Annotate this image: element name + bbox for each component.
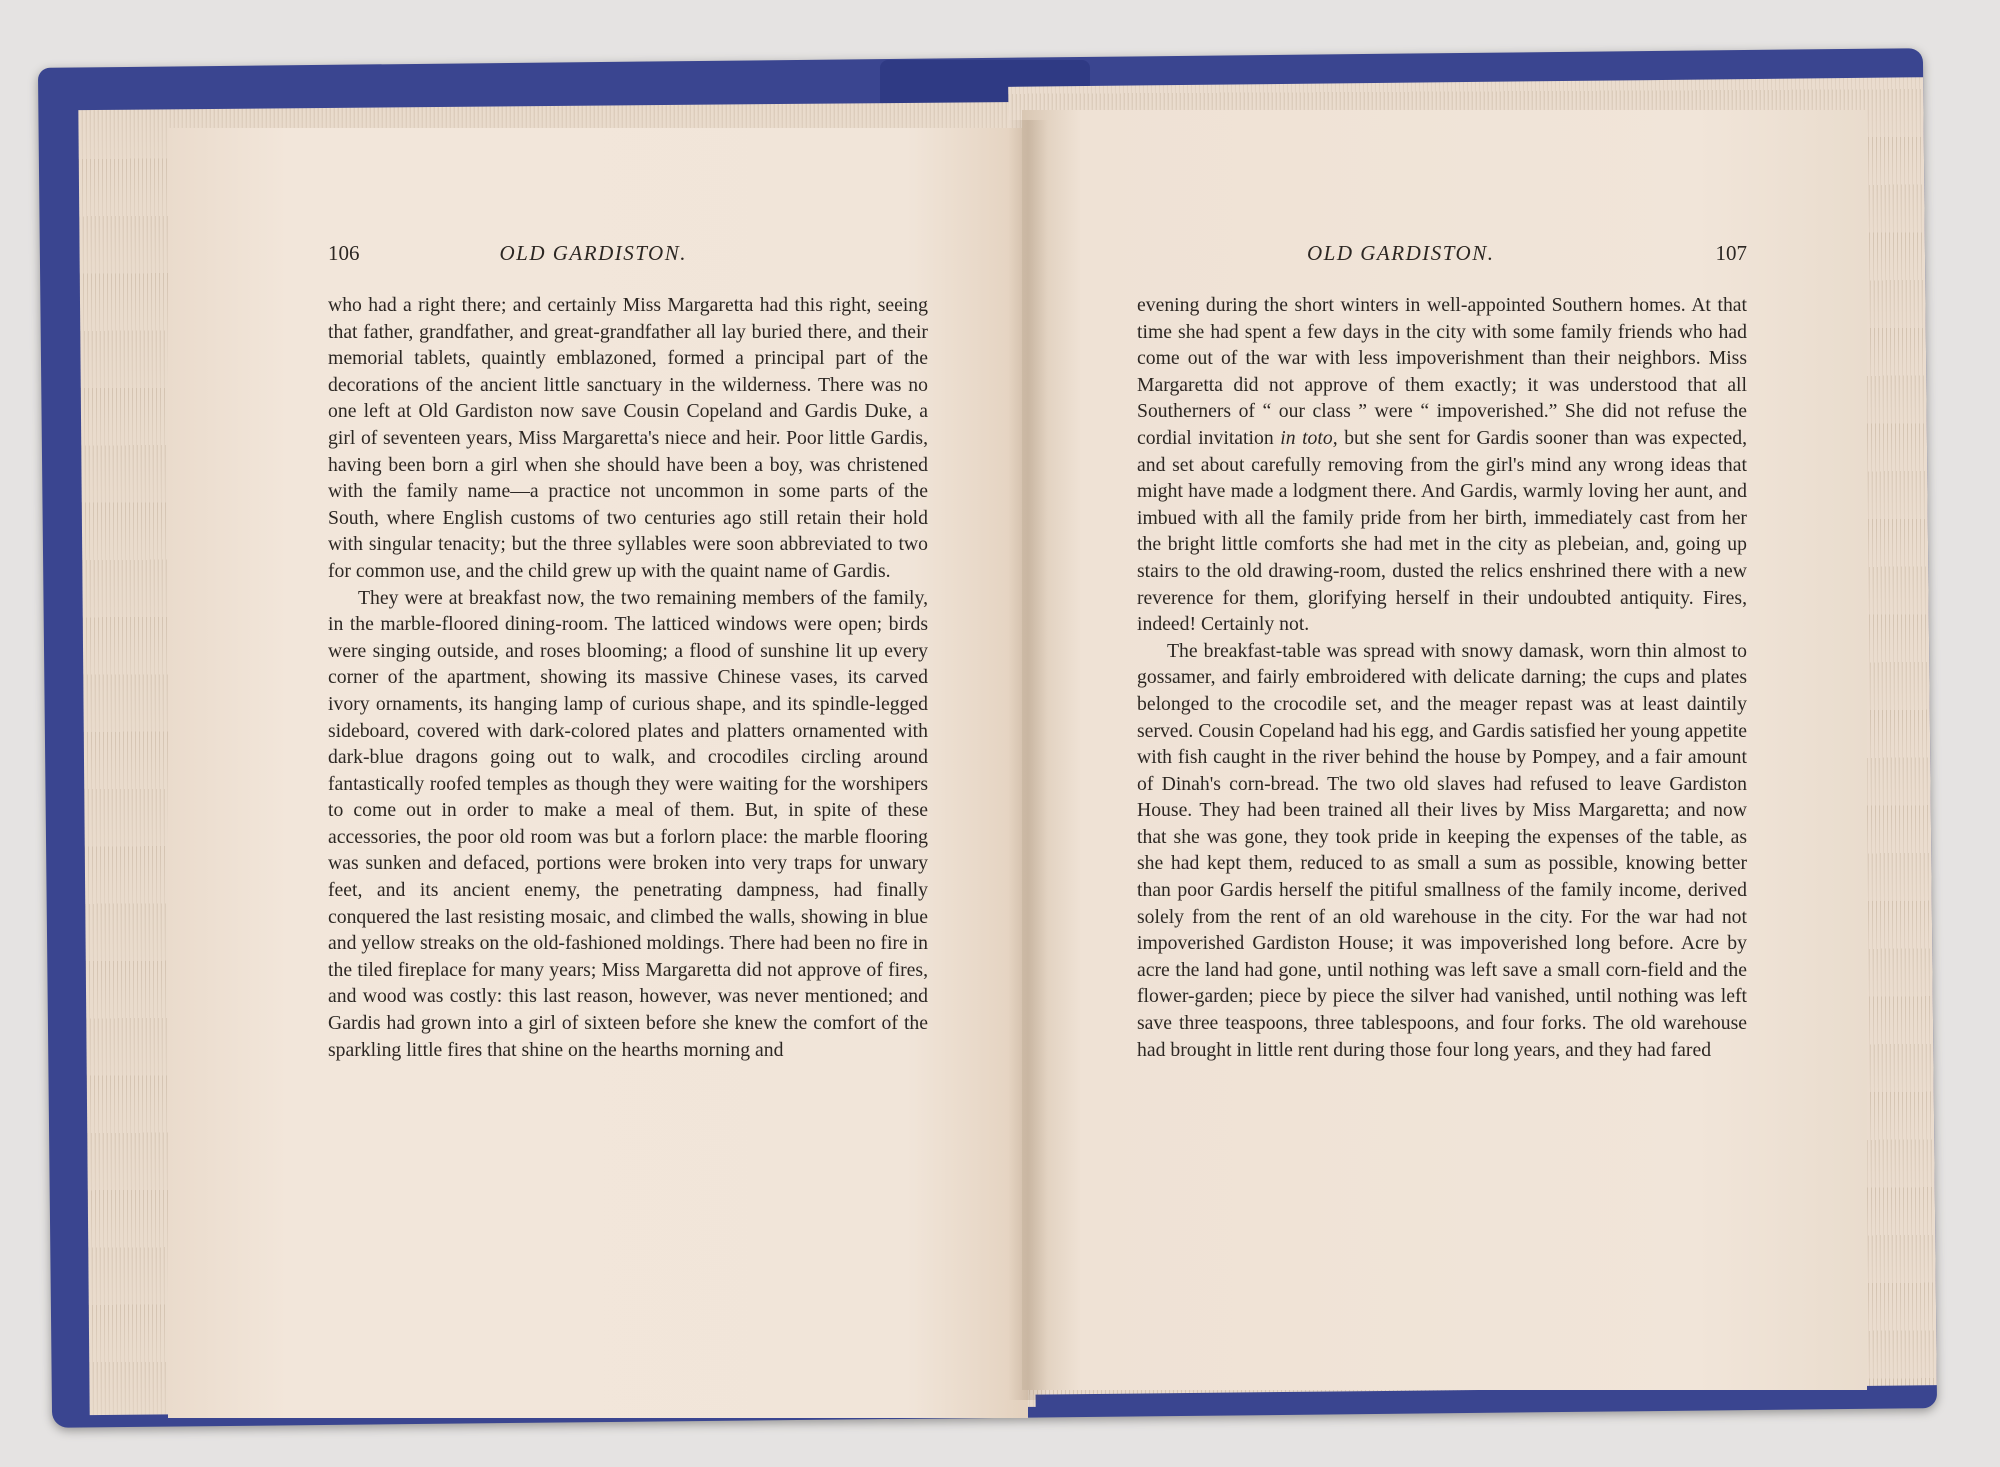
running-title: OLD GARDISTON.	[499, 241, 687, 265]
book-gutter	[1008, 120, 1048, 1400]
left-page-header	[328, 240, 928, 292]
paragraph: The breakfast-table was spread with snowy damask, worn thin almost to gossamer, and fairly embroidered with delicate darning; the cups and plates belonged to the crocodile set, and the meager repast was at least daintily served. Cousin Copeland had his egg, and Gardis satisfied her young appetite with fish caught in the river behind the house by Pompey, and a fair amount of Dinah's corn-bread. The two old slaves had refused to leave Gardiston House. They had been trained all their lives by Miss Margaretta; and now that she was gone, they took pride in keeping the expenses of the table, as she had kept them, reduced to as small a sum as possible, knowing better than poor Gardis herself the pitiful smallness of the family income, derived solely from the rent of an old warehouse in the city. For the war had not impoverished Gardiston House; it was impoverished long before. Acre by acre the land had gone, until nothing was left save a small corn-field and the flower-garden; piece by piece the silver had vanished, until nothing was left save three teaspoons, three tablespoons, and four forks. The old warehouse had brought in little rent during those four long years, and they had fared	[1137, 639, 1747, 1061]
running-title: OLD GARDISTON.	[1307, 241, 1495, 265]
paragraph: who had a right there; and certainly Miss Margaretta had this right, seeing that father, grandfather, and great-grandfather all lay buried there, and their memorial tablets, quaintly emblazoned, formed a principal part of the decorations of the ancient little sanctuary in the wilderness. There was no one left at Old Gardiston now save Cousin Copeland and Gardis Duke, a girl of seventeen years, Miss Margaretta's niece and heir. Poor little Gardis, having been born a girl when she should have been a boy, was christened with the family name—a practice not uncommon in some parts of the South, where English customs of two centuries ago still retain their hold with singular tenacity; but the three syllables were soon abbreviated to two for common use, and the child grew up with the quaint name of Gardis.	[328, 294, 928, 582]
right-page-header	[1137, 240, 1747, 292]
paragraph: They were at breakfast now, the two remaining members of the family, in the marble-floored dining-room. The latticed windows were open; birds were singing outside, and roses blooming; a flood of sunshine lit up every corner of the apartment, showing its massive Chinese vases, its carved ivory ornaments, its hanging lamp of curious shape, and its spindle-legged sideboard, covered with dark-colored plates and platters ornamented with dark-blue dragons going out to walk, and crocodiles circling around fantastically roofed temples as though they were waiting for the worshipers to come out in order to make a meal of them. But, in spite of these accessories, the poor old room was but a forlorn place: the marble flooring was sunken and defaced, portions were broken into very traps for unwary feet, and its ancient enemy, the penetrating dampness, had finally conquered the last resisting mosaic, and climbed the walls, showing in blue and yellow streaks on the old-fashioned moldings. There had been no fire in the tiled fireplace for many years; Miss Margaretta did not approve of fires, and wood was costly: this last reason, however, was never mentioned; and Gardis had grown into a girl of sixteen before she knew the comfort of the sparkling little fires that shine on the hearths morning and	[328, 586, 928, 1061]
right-page	[1022, 110, 1867, 1390]
page-number: 107	[1715, 241, 1747, 265]
paragraph-text: evening during the short winters in well-appointed Southern homes. At that time she had spent a few days in the city with some family friends who had come out of the war with less impoverishment than their neighbors. Miss Margaretta did not approve of them exactly; it was understood that all Southerners of “ our class ” were “ impoverished.” She did not refuse the cordial invitation	[1137, 294, 1747, 449]
page-number: 106	[328, 241, 360, 265]
left-page	[168, 128, 1028, 1418]
paragraph	[1137, 292, 1747, 638]
paragraph-text: but she sent for Gardis sooner than was expected, and set about carefully removing from the girl's mind any wrong ideas that might have made a lodgment there. And Gardis, warmly loving her aunt, and imbued with all the family pride from her birth, immediately cast from her the bright little comforts she had met in the city as plebeian, and, going up stairs to the old drawing-room, dusted the relics enshrined there with a new reverence for them, glorifying herself in their undoubted antiquity. Fires, indeed! Certainly not.	[1137, 426, 1747, 636]
italic-phrase: in toto,	[1280, 426, 1338, 449]
